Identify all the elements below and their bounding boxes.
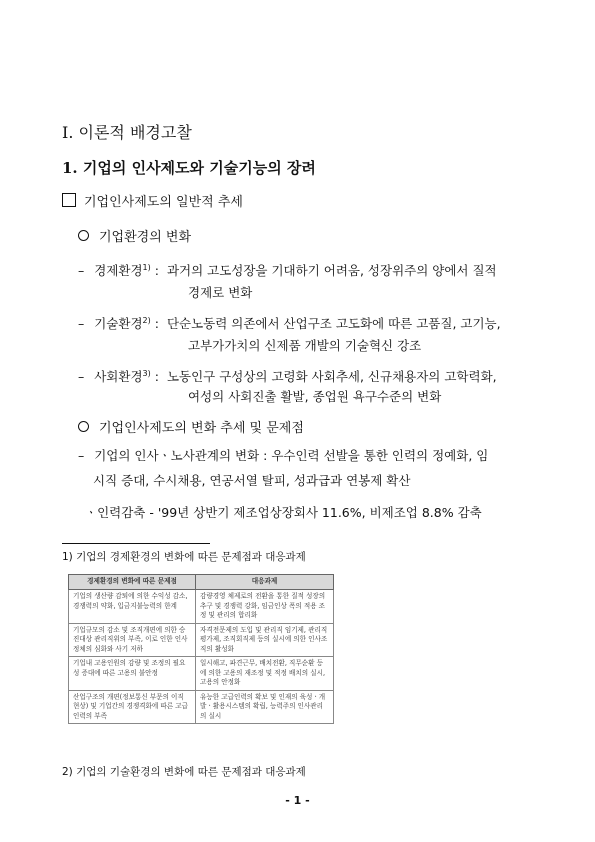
dash-marker: – (78, 316, 85, 331)
dash-marker: – (78, 448, 85, 463)
circle-bullet-icon (78, 230, 89, 241)
item-label: 기술환경$^{2)}$ : (94, 316, 159, 331)
item-text-line2: 경제로 변화 (188, 285, 253, 300)
footnote-table (68, 574, 334, 724)
dash-marker: – (78, 369, 85, 384)
footnote-2: 2) 기업의 기술환경의 변화에 따른 문제점과 대응과제 (62, 766, 306, 778)
table-cell: 산업구조의 개편(정보통신 부문의 이직 현상) 및 기업간의 경쟁격화에 따른 고급인력의 부족 (69, 690, 196, 724)
item-text-line1: 단순노동력 의존에서 산업구조 고도화에 따른 고품질, 고기능, (166, 316, 501, 331)
subsection-title: 1. 기업의 인사제도와 기술기능의 장려 (62, 159, 316, 177)
list-item-economy (78, 256, 497, 283)
table-row (69, 590, 334, 624)
item-text-line1: 노동인구 구성상의 고령화 사회추세, 신규채용자의 고학력화, (166, 369, 497, 384)
box-heading (62, 191, 243, 210)
table-header-row (69, 575, 334, 590)
page-number: - 1 - (285, 794, 310, 807)
table-cell: 유능한 고급인력의 확보 및 인재의 육성ㆍ개발ㆍ활용시스템의 확립, 능력주의 인사관리의 실시 (196, 690, 334, 724)
circle-heading-environment (78, 226, 191, 245)
footnote-1: 1) 기업의 경제환경의 변화에 따른 문제점과 대응과제 (62, 551, 306, 563)
list-item-hr-change (78, 444, 488, 468)
circle-bullet-icon (78, 421, 89, 432)
table-header-cell: 경제환경의 변화에 따른 문제점 (69, 575, 196, 590)
reduction-note: ㆍ인력감축 - '99년 상반기 제조업상장회사 11.6%, 비제조업 8.8% 감축 (85, 505, 482, 520)
circle-heading-text: 기업인사제도의 변화 추세 및 문제점 (99, 421, 304, 436)
item-text-line2: 고부가가치의 신제품 개발의 기술혁신 강조 (188, 338, 422, 353)
table-cell: 기업의 생산량 감퇴에 의한 수익성 감소, 경쟁력의 약화, 입금지불능력의 한계 (69, 590, 196, 624)
table-row (69, 623, 334, 657)
box-heading-text: 기업인사제도의 일반적 추세 (84, 195, 243, 210)
table-row (69, 690, 334, 724)
square-bullet-icon (62, 193, 76, 207)
list-item-technology (78, 309, 501, 336)
table-row (69, 657, 334, 691)
table-cell: 감량경영 체제로의 전환을 통한 질적 성장의 추구 및 경쟁력 강화, 임금인상 폭의 적용 조정 및 관리의 합리화 (196, 590, 334, 624)
table-header-cell: 대응과제 (196, 575, 334, 590)
item-text-line2: 시직 증대, 수시채용, 연공서열 탈피, 성과급과 연봉제 확산 (93, 473, 411, 488)
table-cell: 자격전문제의 도입 및 관리직 임기제, 관리직 평가제, 조직회직제 등의 실시에 의한 인사조직의 활성화 (196, 623, 334, 657)
item-text-line1: 기업의 인사ㆍ노사관계의 변화 : 우수인력 선발을 통한 인력의 정예화, 임 (94, 448, 489, 463)
footnote-divider (62, 543, 210, 544)
dash-marker: – (78, 263, 85, 278)
section-title: Ⅰ. 이론적 배경고찰 (62, 123, 192, 142)
table-cell: 기업규모의 감소 및 조직개편에 의한 승진대상 관리직위의 부족, 이로 인한 인사정체의 심화와 사기 저하 (69, 623, 196, 657)
item-text-line2: 여성의 사회진출 활발, 종업원 욕구수준의 변화 (188, 389, 442, 404)
table-cell: 기업내 고용인원의 감량 및 조정의 필요성 증대에 따른 고용의 불안정 (69, 657, 196, 691)
circle-heading-hr-trends (78, 417, 304, 436)
item-label: 경제환경$^{1)}$ : (94, 263, 159, 278)
item-text-line1: 과거의 고도성장을 기대하기 어려움, 성장위주의 양에서 질적 (166, 263, 497, 278)
list-item-society (78, 362, 497, 389)
circle-heading-text: 기업환경의 변화 (99, 230, 192, 245)
item-label: 사회환경$^{3)}$ : (94, 369, 159, 384)
table-cell: 일시해고, 파견근무, 배치전환, 직무순환 등에 의한 고용의 재조정 및 적정 배치의 실시, 고용의 안정화 (196, 657, 334, 691)
